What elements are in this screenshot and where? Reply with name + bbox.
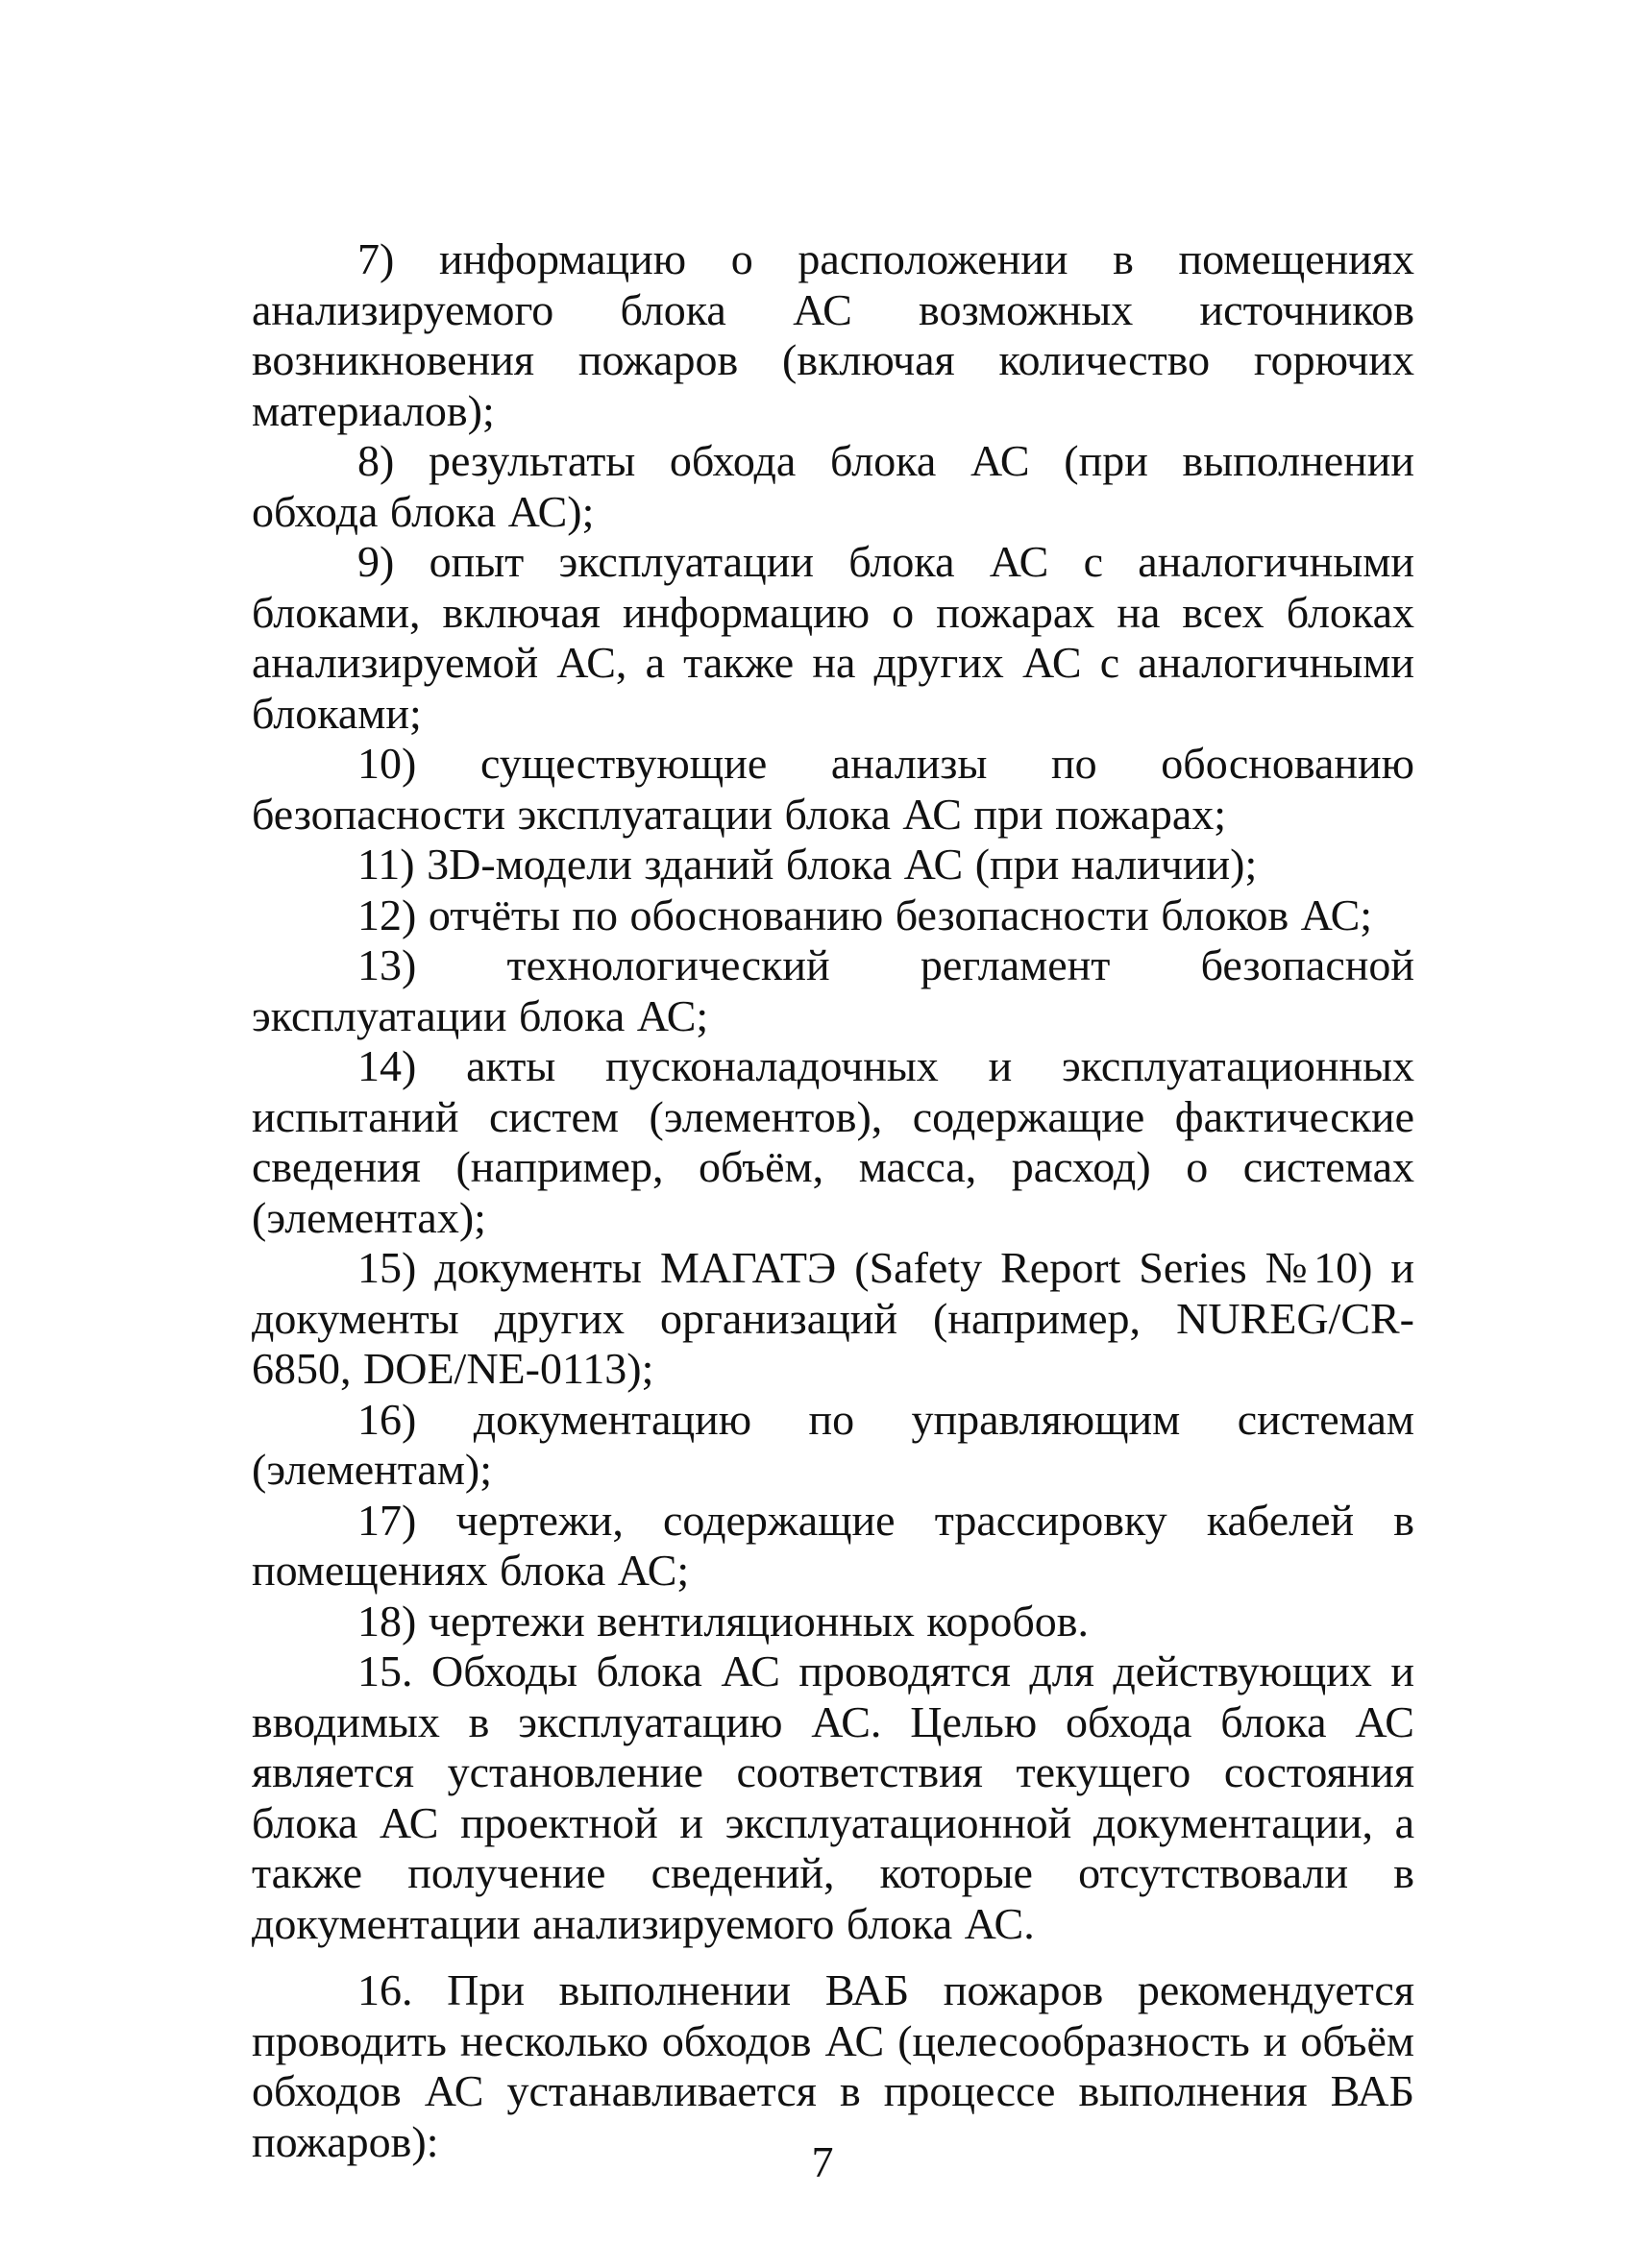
section-15-paragraph: 15. Обходы блока АС проводятся для действующих и вводимых в эксплуатацию АС. Целью обхода блока АС является установление соответствия текущего состояния блока АС проектной и эксплуатационной документации, а также получение сведений, которые отсутствовали в документации анализируемого блока АС. [252,1646,1414,1948]
list-item-10: 10) существующие анализы по обоснованию безопасности эксплуатации блока АС при пожарах; [252,739,1414,839]
list-item-18: 18) чертежи вентиляционных коробов. [357,1596,1090,1646]
section-16-paragraph: 16. При выполнении ВАБ пожаров рекомендуется проводить несколько обходов АС (целесообразность и объём обходов АС устанавливается в процессе выполнения ВАБ пожаров): [252,1965,1414,2166]
page-number: 7 [811,2137,834,2186]
list-item-16: 16) документацию по управляющим системам (элементам); [252,1394,1414,1494]
list-item-13: 13) технологический регламент безопасной эксплуатации блока АС; [252,940,1414,1040]
list-item-12: 12) отчёты по обоснованию безопасности блоков АС; [357,890,1373,939]
body-text [252,234,1414,2167]
list-item-9: 9) опыт эксплуатации блока АС с аналогичными блоками, включая информацию о пожарах на всех блоках анализируемой АС, а также на других АС с аналогичными блоками; [252,537,1414,738]
list-item-15: 15) документы МАГАТЭ (Safety Report Series №10) и документы других организаций (например, NUREG/CR-6850, DOE/NE-0113); [252,1243,1414,1393]
list-item-8: 8) результаты обхода блока АС (при выполнении обхода блока АС); [252,436,1414,536]
list-item-14: 14) акты пусконаладочных и эксплуатационных испытаний систем (элементов), содержащие фактические сведения (например, объём, масса, расход) о системах (элементах); [252,1041,1414,1242]
list-item-7: 7) информацию о расположении в помещениях анализируемого блока АС возможных источников возникновения пожаров (включая количество горючих материалов); [252,234,1414,435]
list-item-11: 11) 3D-модели зданий блока АС (при наличии); [357,840,1258,889]
list-item-17: 17) чертежи, содержащие трассировку кабелей в помещениях блока АС; [252,1495,1414,1595]
